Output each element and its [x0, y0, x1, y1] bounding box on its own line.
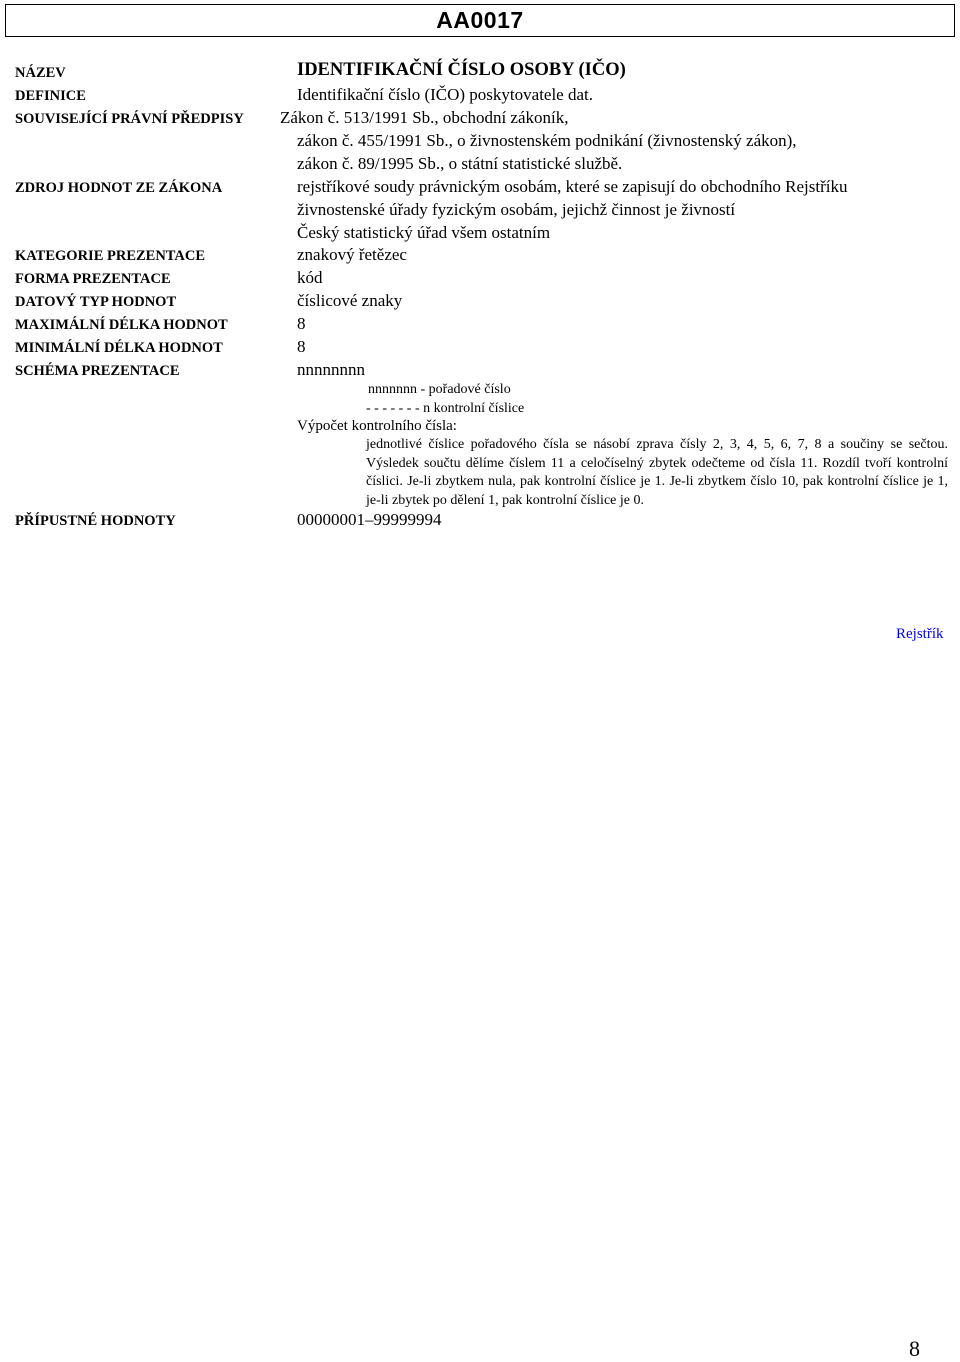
label-max-delka: MAXIMÁLNÍ DÉLKA HODNOT — [15, 317, 228, 333]
value-pripustne: 00000001–99999994 — [297, 510, 442, 529]
value-kategorie: znakový řetězec — [297, 245, 407, 264]
value-predpisy-line-3: zákon č. 89/1995 Sb., o státní statistické službě. — [297, 154, 623, 173]
rejstrik-link[interactable]: Rejstřík — [896, 626, 944, 642]
value-definice: Identifikační číslo (IČO) poskytovatele dat. — [297, 85, 593, 104]
label-min-delka: MINIMÁLNÍ DÉLKA HODNOT — [15, 340, 223, 356]
record-code: AA0017 — [436, 7, 524, 33]
label-forma: FORMA PREZENTACE — [15, 271, 171, 287]
label-zdroj: ZDROJ HODNOT ZE ZÁKONA — [15, 180, 223, 196]
value-min-delka: 8 — [297, 337, 306, 356]
value-max-delka: 8 — [297, 314, 306, 333]
value-zdroj-line-1: rejstříkové soudy právnickým osobám, které se zapisují do obchodního Rejstříku — [297, 177, 848, 196]
label-datovy-typ: DATOVÝ TYP HODNOT — [15, 294, 177, 310]
schema-legend-order-number: nnnnnnn - pořadové číslo — [368, 382, 511, 397]
label-predpisy: SOUVISEJÍCÍ PRÁVNÍ PŘEDPISY — [15, 111, 244, 127]
value-datovy-typ: číslicové znaky — [297, 291, 403, 310]
checksum-description: jednotlivé číslice pořadového čísla se násobí zprava čísly 2, 3, 4, 5, 6, 7, 8 a součiny se sečtou. Výsledek součtu dělíme číslem 11 a celočíselný zbytek odečteme od čísla 11. Rozdíl tvoří kontrolní číslici. Je-li zbytkem nula, pak kontrolní číslice je 1. Je-li zbytkem číslo 10, pak kontrolní číslice je 1, je-li zbytek po dělení 1, pak kontrolní číslice je 0. — [366, 437, 948, 508]
label-kategorie: KATEGORIE PREZENTACE — [15, 248, 206, 264]
value-forma: kód — [297, 268, 323, 287]
value-nazev: IDENTIFIKAČNÍ ČÍSLO OSOBY (IČO) — [297, 60, 626, 80]
value-predpisy-line-2: zákon č. 455/1991 Sb., o živnostenském podnikání (živnostenský zákon), — [297, 131, 797, 150]
schema-legend-check-digit: - - - - - - - n kontrolní číslice — [366, 401, 525, 416]
page-number: 8 — [909, 1336, 920, 1361]
label-schema: SCHÉMA PREZENTACE — [15, 363, 180, 379]
checksum-title: Výpočet kontrolního čísla: — [297, 418, 457, 434]
value-zdroj-line-2: živnostenské úřady fyzickým osobám, jejichž činnost je živností — [297, 200, 736, 219]
label-pripustne: PŘÍPUSTNÉ HODNOTY — [15, 513, 176, 529]
record-code-header — [5, 4, 955, 37]
label-nazev: NÁZEV — [15, 65, 66, 81]
value-schema: nnnnnnnn — [297, 360, 365, 379]
value-predpisy-line-1: Zákon č. 513/1991 Sb., obchodní zákoník, — [280, 108, 569, 127]
value-zdroj-line-3: Český statistický úřad všem ostatním — [297, 223, 551, 242]
label-definice: DEFINICE — [15, 88, 86, 104]
